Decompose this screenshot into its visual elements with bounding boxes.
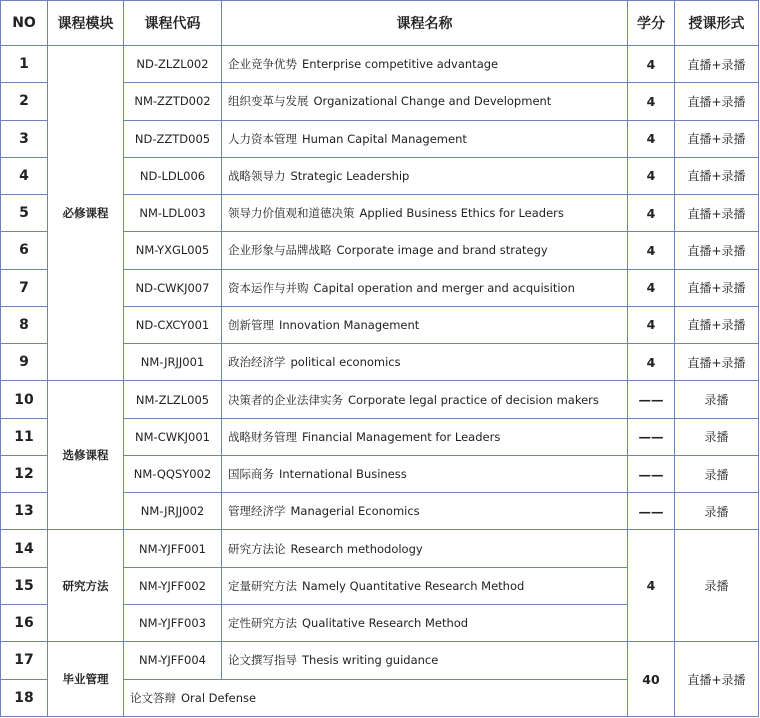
course-mode: 直播+录播 [675, 83, 759, 120]
course-code: ND-ZLZL002 [124, 46, 222, 83]
row-number: 9 [1, 344, 48, 381]
course-code: NM-YJFF002 [124, 567, 222, 604]
course-name [222, 344, 628, 381]
course-mode: 录播 [675, 418, 759, 455]
row-number: 6 [1, 232, 48, 269]
course-code: NM-CWKJ001 [124, 418, 222, 455]
course-code: NM-YJFF001 [124, 530, 222, 567]
course-name-en: Human Capital Management [302, 131, 467, 146]
header-no: NO [1, 1, 48, 46]
course-name-en: Qualitative Research Method [302, 616, 469, 631]
course-name-zh: 战略财务管理 [228, 429, 297, 444]
course-mode: 录播 [675, 455, 759, 492]
research-mode: 录播 [675, 530, 759, 642]
course-credits: 4 [628, 195, 675, 232]
table-row [1, 530, 759, 567]
module-graduation: 毕业管理 [48, 642, 124, 717]
course-credits: 4 [628, 120, 675, 157]
row-number: 5 [1, 195, 48, 232]
row-number: 10 [1, 381, 48, 418]
row-number: 18 [1, 679, 48, 716]
header-name: 课程名称 [222, 1, 628, 46]
course-name-zh: 论文撰写指导 [228, 653, 297, 668]
course-name-zh: 企业形象与品牌战略 [228, 243, 332, 258]
course-mode: 录播 [675, 493, 759, 530]
course-code: NM-QQSY002 [124, 455, 222, 492]
course-credits: 4 [628, 269, 675, 306]
course-name-zh: 创新管理 [228, 317, 274, 332]
course-mode: 直播+录播 [675, 46, 759, 83]
graduation-credits: 40 [628, 642, 675, 717]
course-credits: —— [628, 381, 675, 418]
course-credits: —— [628, 455, 675, 492]
course-name-en: Thesis writing guidance [302, 653, 439, 668]
table-row [1, 46, 759, 83]
course-name-zh: 政治经济学 [228, 355, 286, 370]
course-name-en: Research methodology [290, 541, 423, 556]
course-code: ND-ZZTD005 [124, 120, 222, 157]
course-name-zh: 研究方法论 [228, 541, 286, 556]
course-code: NM-JRJJ001 [124, 344, 222, 381]
module-elective: 选修课程 [48, 381, 124, 530]
course-code: NM-ZZTD002 [124, 83, 222, 120]
course-name [124, 679, 628, 716]
header-row [1, 1, 759, 46]
course-name [222, 418, 628, 455]
course-credits: —— [628, 418, 675, 455]
course-credits: 4 [628, 306, 675, 343]
course-name-en: Strategic Leadership [290, 168, 410, 183]
course-name [222, 642, 628, 679]
course-name [222, 381, 628, 418]
course-mode: 直播+录播 [675, 344, 759, 381]
course-name-zh: 决策者的企业法律实务 [228, 392, 343, 407]
course-name [222, 232, 628, 269]
row-number: 14 [1, 530, 48, 567]
course-name [222, 306, 628, 343]
course-code: NM-JRJJ002 [124, 493, 222, 530]
course-credits: 4 [628, 46, 675, 83]
module-research: 研究方法 [48, 530, 124, 642]
course-name-en: Namely Quantitative Research Method [302, 578, 525, 593]
course-credits: —— [628, 493, 675, 530]
header-code: 课程代码 [124, 1, 222, 46]
course-name-zh: 人力资本管理 [228, 131, 297, 146]
course-name-en: Financial Management for Leaders [302, 429, 501, 444]
graduation-mode: 直播+录播 [675, 642, 759, 717]
course-name-en: Oral Defense [181, 690, 257, 705]
course-code: NM-LDL003 [124, 195, 222, 232]
table-row [1, 642, 759, 679]
course-code: NM-ZLZL005 [124, 381, 222, 418]
course-code: NM-YJFF004 [124, 642, 222, 679]
course-credits: 4 [628, 232, 675, 269]
course-name-en: political economics [290, 355, 401, 370]
course-credits: 4 [628, 344, 675, 381]
course-name-en: Applied Business Ethics for Leaders [359, 206, 564, 221]
row-number: 12 [1, 455, 48, 492]
course-code: NM-YXGL005 [124, 232, 222, 269]
course-name-en: Innovation Management [279, 317, 420, 332]
header-credits: 学分 [628, 1, 675, 46]
course-name-en: International Business [279, 467, 407, 482]
course-name-en: Managerial Economics [290, 504, 420, 519]
row-number: 4 [1, 157, 48, 194]
course-name [222, 455, 628, 492]
course-mode: 直播+录播 [675, 195, 759, 232]
course-name [222, 83, 628, 120]
header-mode: 授课形式 [675, 1, 759, 46]
course-code: ND-CWKJ007 [124, 269, 222, 306]
course-name [222, 530, 628, 567]
course-name-zh: 定量研究方法 [228, 578, 297, 593]
course-name [222, 157, 628, 194]
row-number: 8 [1, 306, 48, 343]
course-mode: 录播 [675, 381, 759, 418]
course-name-zh: 资本运作与并购 [228, 280, 309, 295]
row-number: 3 [1, 120, 48, 157]
course-name-zh: 国际商务 [228, 467, 274, 482]
course-credits: 4 [628, 157, 675, 194]
header-module: 课程模块 [48, 1, 124, 46]
course-name [222, 269, 628, 306]
course-name-zh: 管理经济学 [228, 504, 286, 519]
row-number: 17 [1, 642, 48, 679]
course-name-zh: 战略领导力 [228, 168, 286, 183]
course-name-en: Capital operation and merger and acquisition [313, 280, 575, 295]
course-name [222, 46, 628, 83]
course-mode: 直播+录播 [675, 269, 759, 306]
course-name-zh: 企业竞争优势 [228, 57, 297, 72]
table-row [1, 381, 759, 418]
row-number: 11 [1, 418, 48, 455]
course-name-en: Organizational Change and Development [313, 94, 552, 109]
course-name-en: Enterprise competitive advantage [302, 57, 499, 72]
course-name [222, 493, 628, 530]
course-name [222, 195, 628, 232]
row-number: 13 [1, 493, 48, 530]
row-number: 15 [1, 567, 48, 604]
row-number: 2 [1, 83, 48, 120]
row-number: 1 [1, 46, 48, 83]
course-code: ND-LDL006 [124, 157, 222, 194]
module-required: 必修课程 [48, 46, 124, 381]
course-name [222, 120, 628, 157]
course-name-en: Corporate image and brand strategy [336, 243, 548, 258]
course-code: ND-CXCY001 [124, 306, 222, 343]
course-name-zh: 组织变革与发展 [228, 94, 309, 109]
row-number: 16 [1, 604, 48, 641]
course-name [222, 604, 628, 641]
course-name-zh: 定性研究方法 [228, 616, 297, 631]
row-number: 7 [1, 269, 48, 306]
course-code: NM-YJFF003 [124, 604, 222, 641]
course-name-zh: 论文答辩 [130, 690, 176, 705]
course-name [222, 567, 628, 604]
course-mode: 直播+录播 [675, 120, 759, 157]
course-mode: 直播+录播 [675, 306, 759, 343]
research-credits: 4 [628, 530, 675, 642]
course-credits: 4 [628, 83, 675, 120]
course-mode: 直播+录播 [675, 157, 759, 194]
course-name-en: Corporate legal practice of decision makers [348, 392, 599, 407]
course-mode: 直播+录播 [675, 232, 759, 269]
course-name-zh: 领导力价值观和道德决策 [228, 206, 355, 221]
